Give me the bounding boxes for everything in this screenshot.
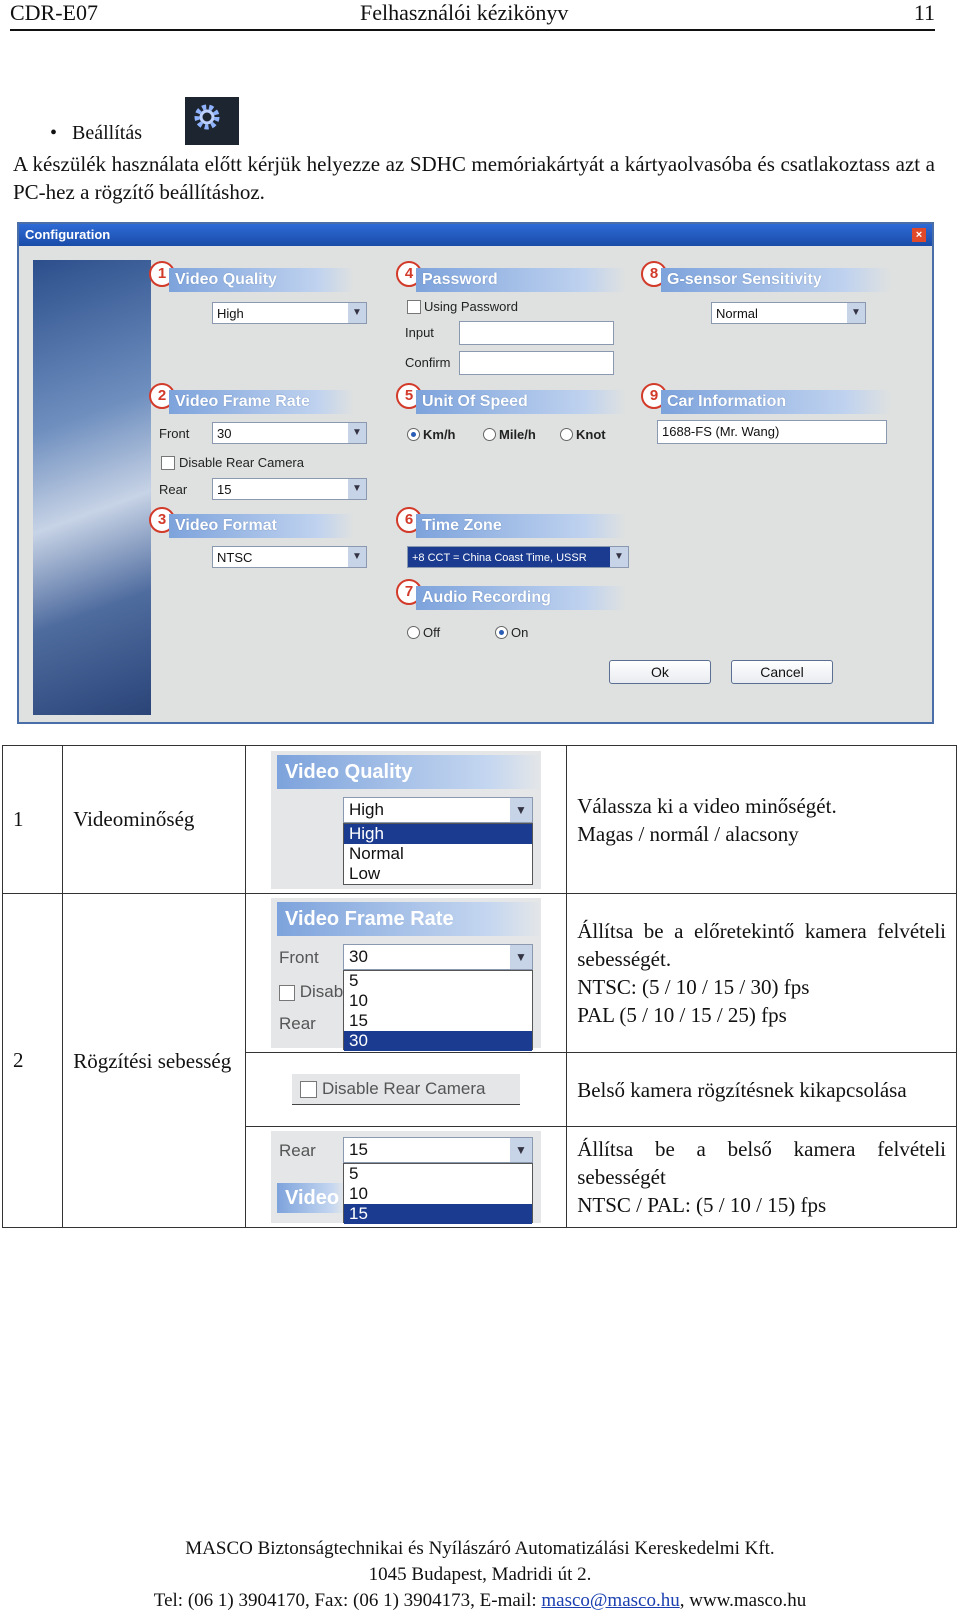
section-title: G-sensor Sensitivity [661, 268, 891, 292]
list-item: 10 [349, 991, 368, 1010]
audio-on-radio[interactable] [495, 626, 508, 639]
section-number: 1 [149, 261, 175, 287]
thumb-select [343, 1137, 533, 1163]
section-unit-of-speed [404, 387, 626, 416]
row-description: Belső kamera rögzítésnek kikapcsolása [567, 1053, 957, 1127]
description-line: Magas / normál / alacsony [577, 821, 799, 846]
speed-knot-radio[interactable] [560, 428, 573, 441]
settings-bullet [50, 122, 142, 145]
section-number: 8 [641, 261, 667, 287]
thumb-select-value: High [349, 799, 384, 819]
list-item: 15 [349, 1011, 368, 1030]
speed-kmh-label: Km/h [423, 427, 456, 442]
list-item: 30 [344, 1031, 532, 1051]
section-title: Audio Recording [416, 586, 626, 610]
section-title: Video Quality [169, 268, 354, 292]
thumb-disable-rear-label: Disable Rear Camera [322, 1079, 486, 1098]
chevron-down-icon: ▼ [510, 945, 532, 969]
section-video-frame-rate [157, 387, 354, 416]
section-title: Video Format [169, 514, 354, 538]
thumb-select [343, 797, 533, 823]
row-name: Rögzítési sebesség [63, 894, 246, 1228]
thumb-title: Video Quality [277, 755, 541, 789]
thumb-disab-text: Disab [299, 982, 344, 1001]
header-title: Felhasználói kézikönyv [360, 0, 569, 25]
bullet-dot: • [50, 122, 73, 144]
list-item: 5 [349, 971, 359, 990]
select-value: 15 [217, 482, 232, 497]
using-password-label: Using Password [424, 299, 518, 314]
thumb-checkbox [279, 985, 295, 1001]
dialog-titlebar [19, 224, 932, 246]
disable-rear-camera-checkbox[interactable] [161, 456, 175, 470]
list-item: High [344, 824, 532, 844]
audio-off-radio[interactable] [407, 626, 420, 639]
section-number: 4 [396, 261, 422, 287]
section-car-information [649, 387, 891, 416]
section-title: Video Frame Rate [169, 390, 354, 414]
description-line: Állítsa be a belső kamera felvételi sebességét [577, 1137, 946, 1189]
chevron-down-icon: ▼ [510, 1138, 532, 1162]
row-number: 1 [3, 746, 63, 894]
section-gsensor-sensitivity [649, 265, 891, 294]
footer-contact-suffix: , www.masco.hu [679, 1590, 807, 1611]
thumb-select-value: 30 [349, 947, 368, 966]
time-zone-select[interactable] [407, 546, 629, 568]
input-label: Input [405, 325, 434, 340]
thumb-dropdown-list [343, 970, 533, 1050]
video-frame-rate-thumbnail [271, 898, 541, 1048]
header-page-number: 11 [913, 0, 935, 25]
section-video-quality [157, 265, 354, 294]
section-number: 3 [149, 507, 175, 533]
section-number: 6 [396, 507, 422, 533]
rear-label: Rear [159, 482, 188, 497]
table-row [3, 746, 957, 894]
chevron-down-icon: ▼ [610, 547, 628, 567]
thumb-rear-label: Rear [279, 1014, 316, 1033]
table-row [3, 894, 957, 1053]
thumb-video-label: Video [277, 1183, 345, 1213]
settings-table [2, 745, 957, 1228]
list-item: 10 [349, 1184, 368, 1203]
thumb-rear-label: Rear [279, 1141, 316, 1160]
chevron-down-icon: ▼ [348, 423, 366, 443]
chevron-down-icon: ▼ [348, 303, 366, 323]
sidebar-car-image [33, 260, 151, 715]
close-icon[interactable]: × [912, 228, 926, 242]
description-line: PAL (5 / 10 / 15 / 25) fps [577, 1003, 787, 1027]
using-password-checkbox[interactable] [407, 300, 421, 314]
row-thumbnail-cell [245, 1127, 566, 1228]
chevron-down-icon: ▼ [348, 547, 366, 567]
select-value: +8 CCT = China Coast Time, USSR [412, 552, 587, 564]
description-line: NTSC / PAL: (5 / 10 / 15) fps [577, 1193, 827, 1217]
configuration-dialog [17, 222, 934, 724]
confirm-label: Confirm [405, 355, 451, 370]
intro-text: A készülék használata előtt kérjük helyezze az SDHC memóriakártyát a kártyaolvasóba és csatlakoztass azt a PC-hez a rögzítő beállításhoz. [13, 152, 935, 204]
row-description [567, 1127, 957, 1228]
section-title: Time Zone [416, 514, 626, 538]
cancel-button[interactable]: Cancel [731, 660, 833, 684]
row-description [567, 894, 957, 1053]
gsensor-select[interactable] [711, 302, 866, 324]
front-frame-rate-select[interactable] [212, 422, 367, 444]
rear-frame-rate-thumbnail [271, 1131, 541, 1223]
footer-contact [0, 1590, 960, 1612]
section-title: Unit Of Speed [416, 390, 626, 414]
select-value: Normal [716, 306, 758, 321]
list-item: 15 [344, 1204, 532, 1224]
speed-kmh-radio[interactable] [407, 428, 420, 441]
speed-knot-label: Knot [576, 427, 606, 442]
row-description [567, 746, 957, 894]
footer-company: MASCO Biztonságtechnikai és Nyílászáró Automatizálási Kereskedelmi Kft. [185, 1538, 775, 1559]
thumb-select [343, 944, 533, 970]
bullet-label: Beállítás [72, 122, 142, 144]
description-line: Válassza ki a video minőségét. [577, 793, 837, 818]
section-password [404, 265, 626, 294]
row-number: 2 [3, 894, 63, 1228]
section-number: 2 [149, 383, 175, 409]
audio-on-label: On [511, 625, 529, 640]
front-label: Front [159, 426, 190, 441]
password-confirm-input[interactable] [459, 351, 614, 375]
select-value: High [217, 306, 244, 321]
row-thumbnail-cell [245, 1053, 566, 1127]
description-line: Állítsa be a előretekintő kamera felvételi sebességét. [577, 919, 946, 971]
page-header [10, 0, 935, 30]
chevron-down-icon: ▼ [510, 798, 532, 822]
disable-rear-camera-thumbnail [292, 1074, 520, 1105]
thumb-front-label: Front [279, 948, 319, 967]
thumb-select-value: 15 [349, 1140, 368, 1159]
thumb-title: Video Frame Rate [277, 902, 541, 936]
description-line: NTSC: (5 / 10 / 15 / 30) fps [577, 975, 810, 999]
list-item: Normal [349, 843, 404, 863]
ok-button[interactable]: Ok [609, 660, 711, 684]
video-format-select[interactable] [212, 546, 367, 568]
section-number: 9 [641, 383, 667, 409]
list-item: 5 [349, 1164, 359, 1183]
audio-off-label: Off [423, 625, 441, 640]
list-item: Low [349, 863, 381, 883]
password-input[interactable] [459, 321, 614, 345]
section-title: Car Information [661, 390, 891, 414]
row-thumbnail-cell [245, 894, 566, 1053]
disable-rear-camera-label: Disable Rear Camera [179, 455, 304, 470]
car-information-input[interactable]: 1688-FS (Mr. Wang) [657, 420, 887, 444]
section-number: 7 [396, 579, 422, 605]
section-title: Password [416, 268, 626, 292]
thumb-disab-label [279, 982, 343, 1002]
speed-mileh-radio[interactable] [483, 428, 496, 441]
header-model: CDR-E07 [10, 0, 98, 25]
video-quality-thumbnail [271, 751, 541, 889]
header-divider [10, 29, 935, 31]
footer-email-link[interactable]: masco@masco.hu [541, 1590, 680, 1611]
select-value: NTSC [217, 550, 253, 565]
video-quality-select[interactable] [212, 302, 367, 324]
section-audio-recording [404, 583, 626, 612]
rear-frame-rate-select[interactable] [212, 478, 367, 500]
footer-address: 1045 Budapest, Madridi út 2. [368, 1564, 592, 1585]
section-video-format [157, 511, 354, 540]
chevron-down-icon: ▼ [847, 303, 865, 323]
footer-contact-prefix: Tel: (06 1) 3904170, Fax: (06 1) 3904173, E-mail: [153, 1590, 542, 1611]
thumb-checkbox [300, 1081, 317, 1098]
select-value: 30 [217, 426, 232, 441]
chevron-down-icon: ▼ [348, 479, 366, 499]
speed-mileh-label: Mile/h [499, 427, 536, 442]
thumb-dropdown-list [343, 823, 533, 885]
dialog-title: Configuration [25, 227, 111, 242]
row-thumbnail-cell [245, 746, 566, 894]
row-name: Videominőség [63, 746, 246, 894]
thumb-dropdown-list [343, 1163, 533, 1223]
gear-icon [185, 97, 239, 145]
section-number: 5 [396, 383, 422, 409]
section-time-zone [404, 511, 626, 540]
